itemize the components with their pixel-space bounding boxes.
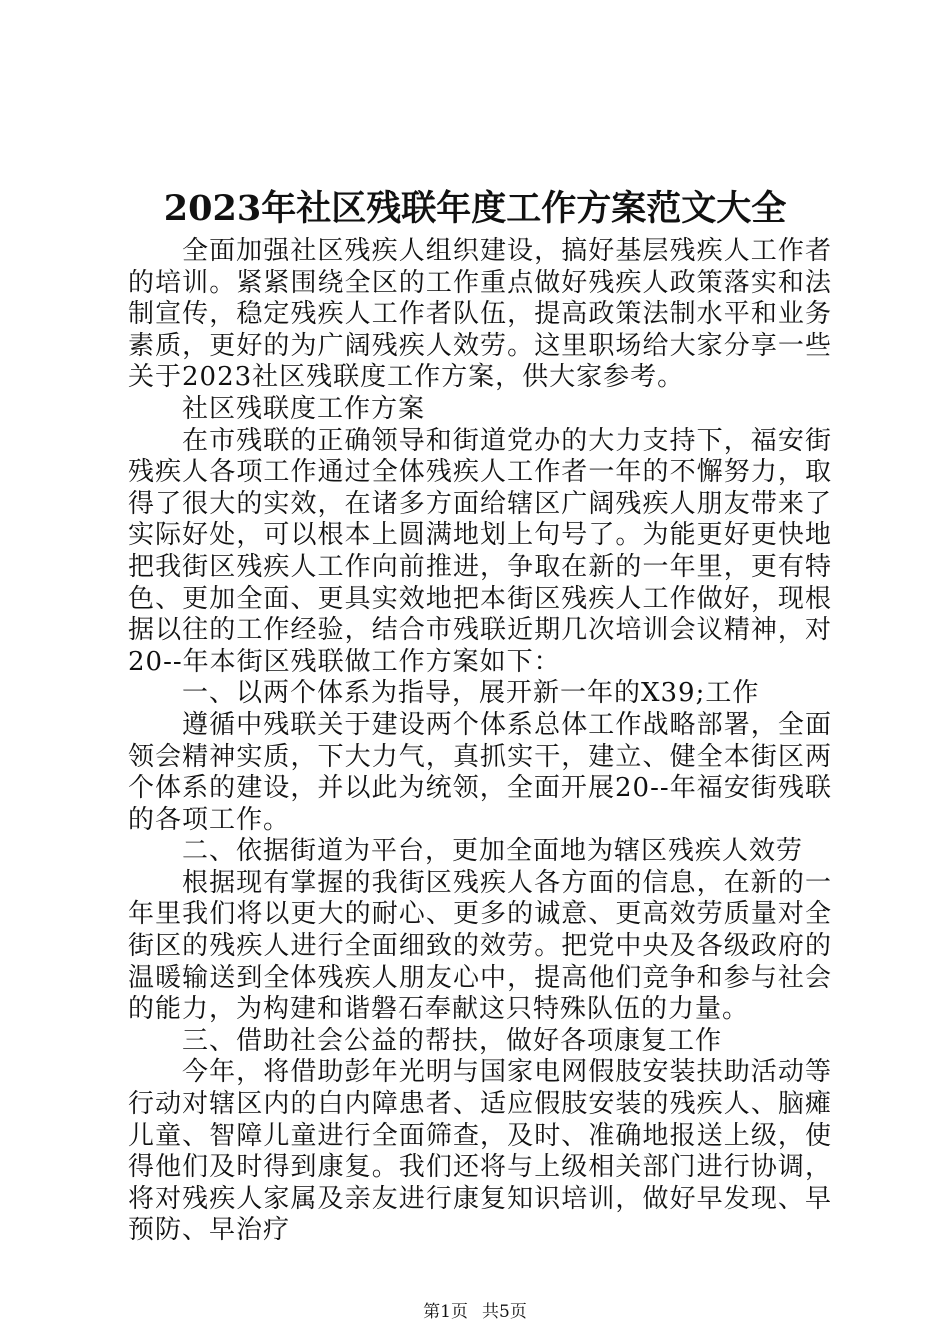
body-paragraph: 根据现有掌握的我街区残疾人各方面的信息，在新的一年里我们将以更大的耐心、更多的诚意、更高效劳质量对全街区的残疾人进行全面细致的效劳。把党中央及各级政府的温暖输送到全体残疾人朋友心中，提高他们竞争和参与社会的能力，为构建和谐磐石奉献这只特殊队伍的力量。 — [128, 867, 832, 1025]
section-heading-3: 三、借助社会公益的帮扶，做好各项康复工作 — [182, 1025, 723, 1056]
plan-heading: 社区残联度工作方案 — [182, 393, 426, 424]
page-number: 第1页 — [423, 1302, 468, 1322]
section-heading-2: 二、依据街道为平台，更加全面地为辖区残疾人效劳 — [182, 836, 804, 867]
body-paragraph: 遵循中残联关于建设两个体系总体工作战略部署，全面领会精神实质，下大力气，真抓实干，建立、健全本街区两个体系的建设，并以此为统领，全面开展20--年福安街残联的各项工作。 — [128, 709, 832, 835]
body-paragraph: 今年，将借助彭年光明与国家电网假肢安装扶助活动等行动对辖区内的白内障患者、适应假肢安装的残疾人、脑瘫儿童、智障儿童进行全面筛查，及时、准确地报送上级，使得他们及时得到康复。我们还将与上级相关部门进行协调，将对残疾人家属及亲友进行康复知识培训，做好早发现、早预防、早治疗 — [128, 1057, 832, 1246]
page-total: 共5页 — [482, 1302, 527, 1322]
section-heading-1: 一、以两个体系为指导，展开新一年的X39;工作 — [182, 678, 760, 709]
document-body — [128, 236, 832, 1247]
document-title: 2023年社区残联年度工作方案范文大全 — [163, 188, 787, 229]
intro-paragraph: 全面加强社区残疾人组织建设，搞好基层残疾人工作者的培训。紧紧围绕全区的工作重点做好残疾人政策落实和法制宣传，稳定残疾人工作者队伍，提高政策法制水平和业务素质，更好的为广阔残疾人效劳。这里职场给大家分享一些关于2023社区残联度工作方案，供大家参考。 — [128, 236, 832, 393]
body-paragraph: 在市残联的正确领导和街道党办的大力支持下，福安街残疾人各项工作通过全体残疾人工作者一年的不懈努力，取得了很大的实效，在诸多方面给辖区广阔残疾人朋友带来了实际好处，可以根本上圆满地划上句号了。为能更好更快地把我街区残疾人工作向前推进，争取在新的一年里，更有特色、更加全面、更具实效地把本街区残疾人工作做好，现根据以往的工作经验，结合市残联近期几次培训会议精神，对20--年本街区残联做工作方案如下： — [128, 425, 832, 677]
page-footer — [0, 1300, 950, 1324]
